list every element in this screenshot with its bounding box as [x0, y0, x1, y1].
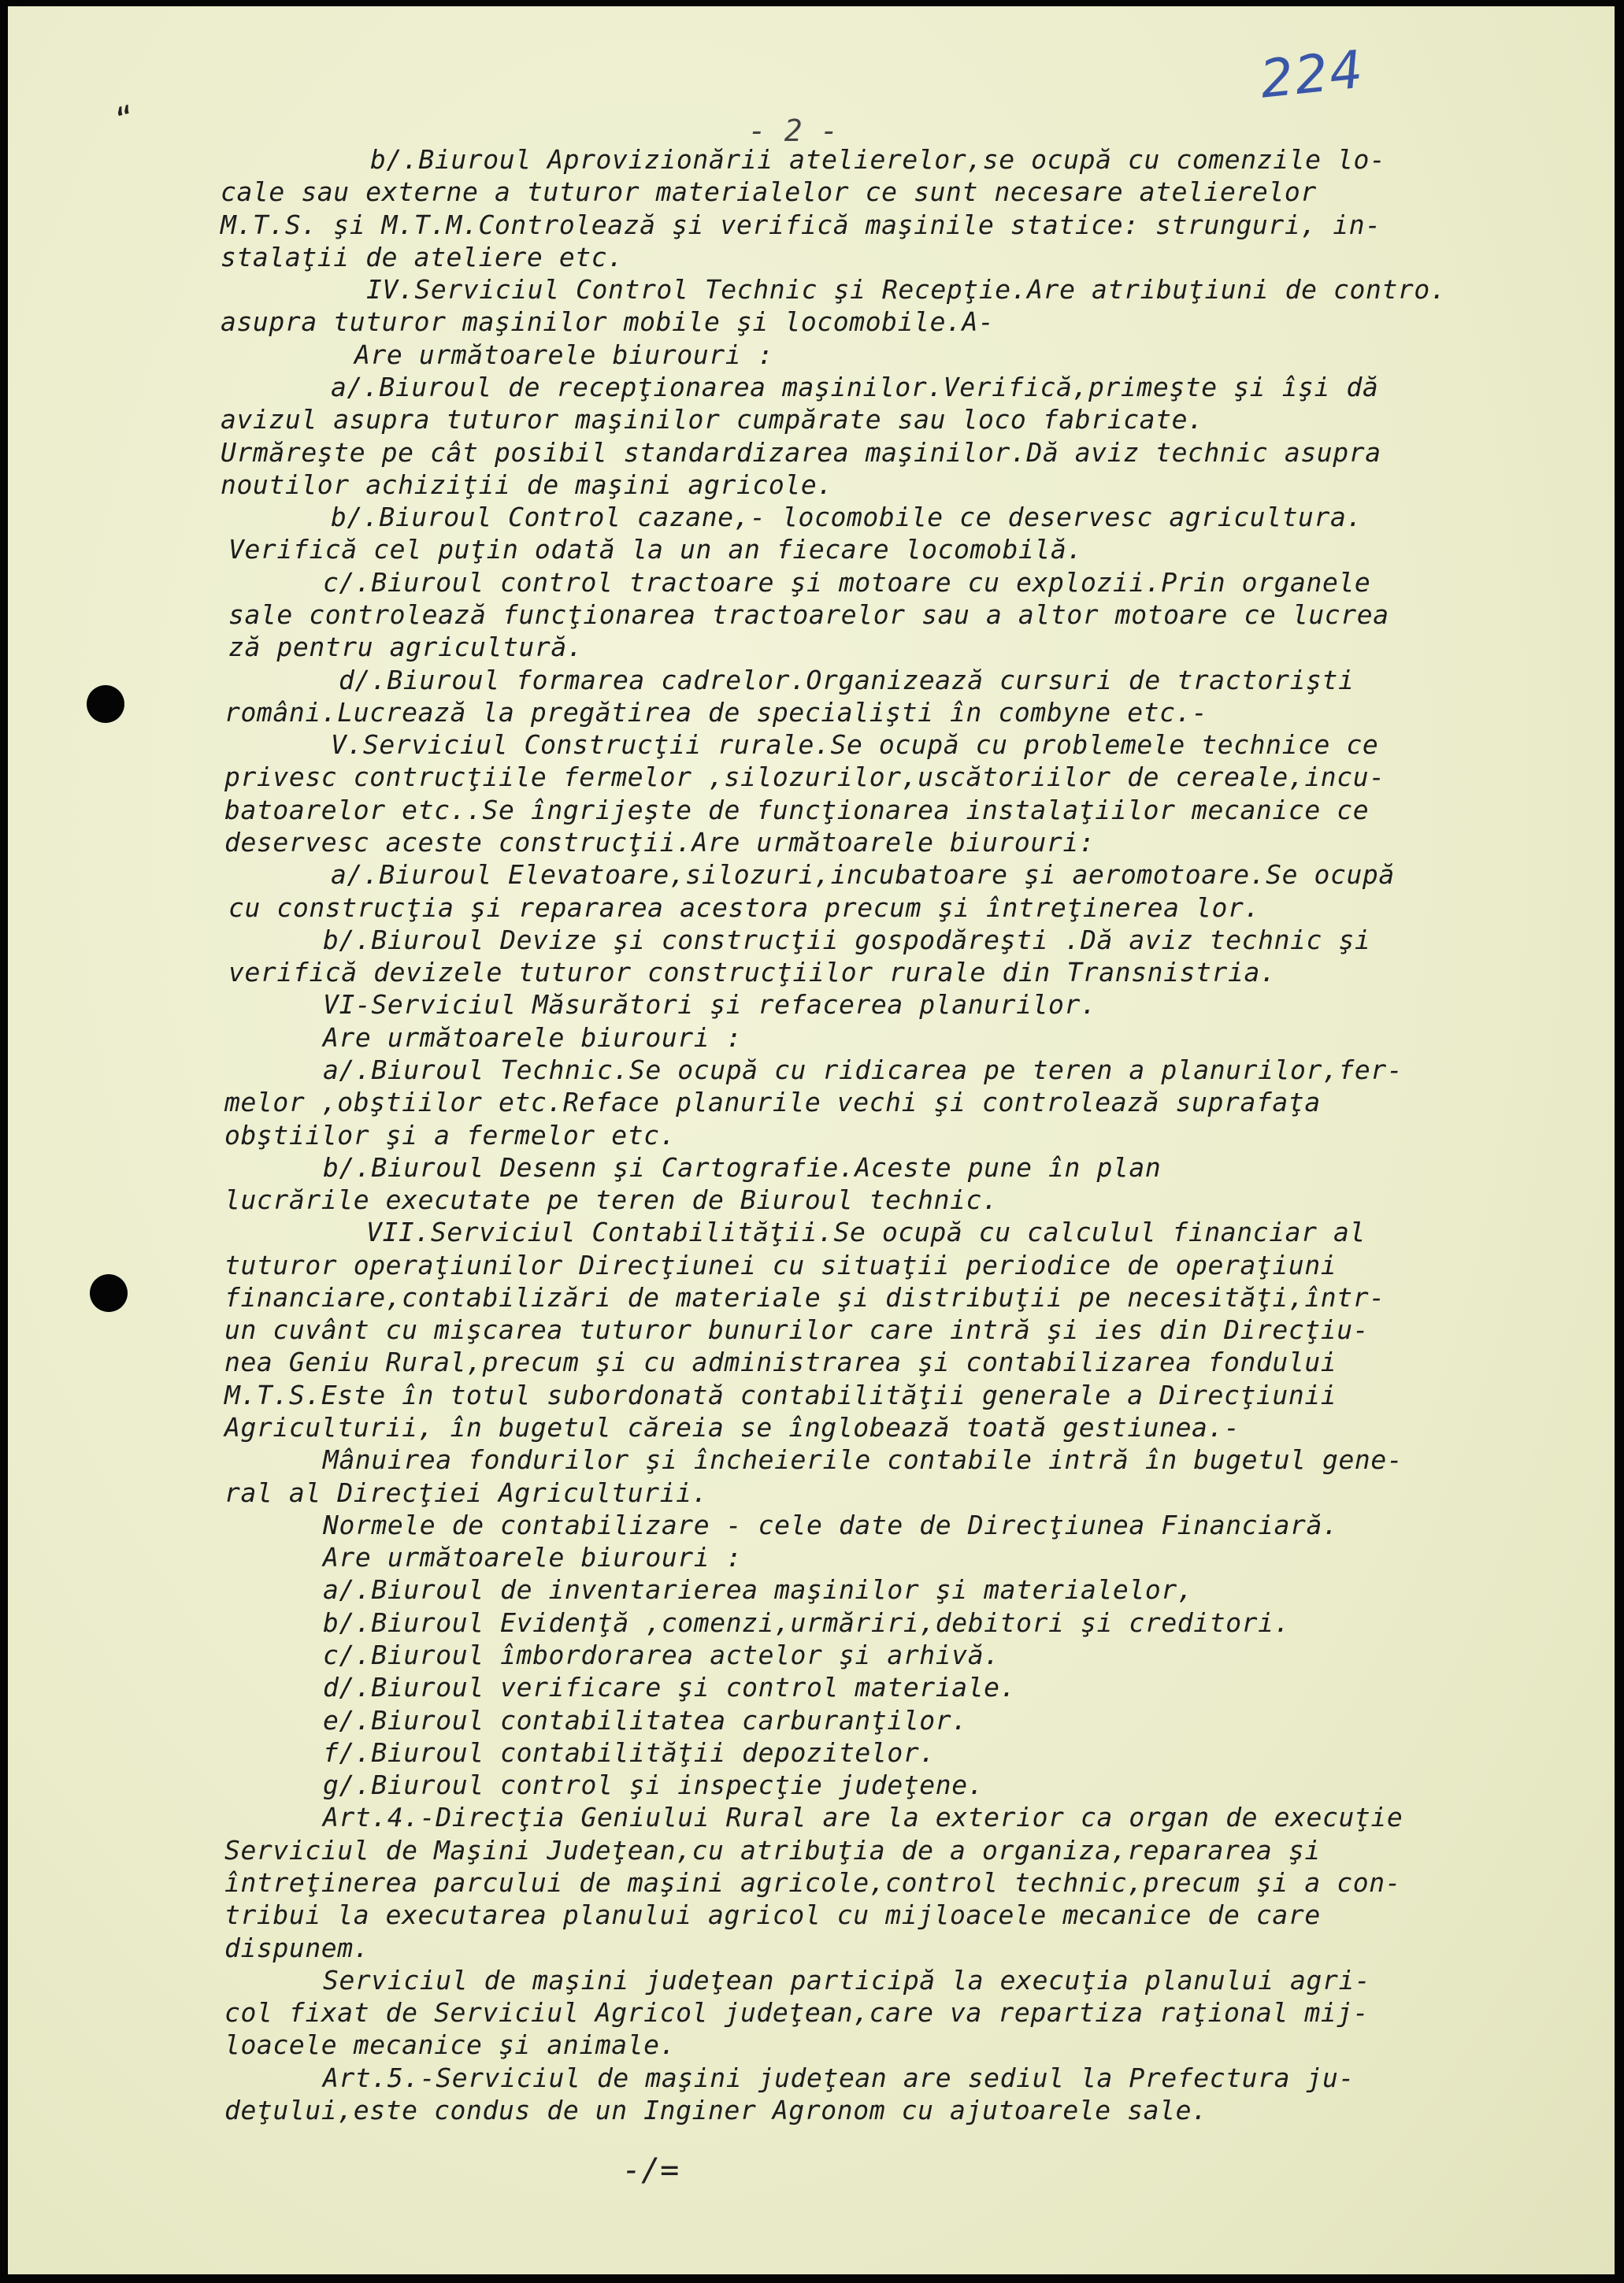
text-line: ral al Direcţiei Agriculturii. [224, 1477, 709, 1508]
text-line: români.Lucrează la pregătirea de specialişti în combyne etc.- [224, 697, 1208, 728]
text-line: noutilor achiziţii de maşini agricole. [221, 469, 833, 500]
text-line: verifică devizele tuturor construcţiilor rurale din Transnistria. [228, 957, 1277, 988]
text-line: Serviciul de Maşini Judeţean,cu atribuţia de a organiza,repararea şi [224, 1835, 1321, 1866]
text-line: Normele de contabilizare - cele date de Direcţiunea Financiară. [323, 1510, 1339, 1540]
text-line: întreţinerea parcului de maşini agricole,control technic,precum şi a con- [224, 1867, 1402, 1898]
text-line: financiare,contabilizări de materiale şi distribuţii pe necesităţi,într- [224, 1282, 1385, 1313]
text-line: M.T.S. şi M.T.M.Controlează şi verifică maşinile statice: strunguri, in- [221, 209, 1381, 240]
folio-number: 224 [1257, 39, 1367, 110]
text-line: f/.Biuroul contabilităţii depozitelor. [323, 1737, 936, 1768]
text-line: deţului,este condus de un Inginer Agronom cu ajutoarele sale. [224, 2095, 1208, 2125]
text-line: V.Serviciul Construcţii rurale.Se ocupă cu problemele technice ce [331, 729, 1379, 760]
text-line: obştiilor şi a fermelor etc. [224, 1120, 677, 1151]
text-line: Verifică cel puţin odată la un an fiecare locomobilă. [228, 534, 1083, 565]
text-line: asupra tuturor maşinilor mobile şi locomobile.A- [221, 306, 995, 337]
text-line: batoarelor etc..Se îngrijeşte de funcţionarea instalaţiilor mecanice ce [224, 795, 1370, 825]
text-line: Serviciul de maşini judeţean participă la execuţia planului agri- [323, 1965, 1371, 1996]
typed-body [8, 6, 1615, 2274]
text-line: Are următoarele biurouri : [323, 1542, 743, 1573]
text-line: cu construcţia şi repararea acestora precum şi întreţinerea lor. [228, 892, 1260, 923]
text-line: col fixat de Serviciul Agricol judeţean,care va repartiza raţional mij- [224, 1997, 1370, 2028]
text-line: Are următoarele biurouri : [354, 339, 774, 370]
document-page [8, 6, 1615, 2274]
text-line: e/.Biuroul contabilitatea carburanţilor. [323, 1705, 968, 1736]
text-line: d/.Biuroul verificare şi control materiale. [323, 1672, 1017, 1703]
text-line: melor ,obştiilor etc.Reface planurile vechi şi controlează suprafaţa [224, 1087, 1321, 1117]
text-line: privesc contrucţiile fermelor ,silozurilor,uscătoriilor de cereale,incu- [224, 762, 1385, 792]
text-line: Are următoarele biurouri : [323, 1022, 743, 1053]
text-line: a/.Biuroul de inventarierea maşinilor şi materialelor, [323, 1574, 1194, 1605]
text-line: un cuvânt cu mişcarea tuturor bunurilor care intră şi ies din Direcţiu- [224, 1314, 1370, 1345]
text-line: lucrările executate pe teren de Biuroul technic. [224, 1184, 999, 1215]
text-line: ză pentru agricultură. [228, 632, 584, 662]
text-line: sale controlează funcţionarea tractoarelor sau a altor motoare ce lucrea [228, 599, 1389, 630]
text-line: tribui la executarea planului agricol cu mijloacele mecanice de care [224, 1899, 1321, 1930]
margin-mark: “ [112, 98, 139, 138]
text-line: c/.Biuroul control tractoare şi motoare cu explozii.Prin organele [323, 567, 1371, 598]
text-line: VII.Serviciul Contabilităţii.Se ocupă cu calculul financiar al [366, 1217, 1366, 1247]
text-line: Mânuirea fondurilor şi încheierile contabile intră în bugetul gene- [323, 1444, 1403, 1475]
text-line: b/.Biuroul Aprovizionării atelierelor,se ocupă cu comenzile lo- [370, 144, 1386, 175]
page-number: - 2 - [748, 113, 839, 148]
text-line: M.T.S.Este în totul subordonată contabilităţii generale a Direcţiunii [224, 1380, 1337, 1410]
text-line: IV.Serviciul Control Technic şi Recepţie.Are atribuţiuni de contro. [366, 274, 1447, 305]
text-line: a/.Biuroul Technic.Se ocupă cu ridicarea pe teren a planurilor,fer- [323, 1054, 1403, 1085]
text-line: loacele mecanice şi animale. [224, 2029, 677, 2060]
text-line: b/.Biuroul Evidenţă ,comenzi,urmăriri,debitori şi creditori. [323, 1607, 1291, 1638]
continuation-mark: -/= [622, 2152, 680, 2188]
text-line: nea Geniu Rural,precum şi cu administrarea şi contabilizarea fondului [224, 1347, 1337, 1377]
text-line: Art.4.-Direcţia Geniului Rural are la exterior ca organ de execuţie [323, 1802, 1403, 1833]
text-line: Art.5.-Serviciul de maşini judeţean are sediul la Prefectura ju- [323, 2062, 1355, 2093]
text-line: a/.Biuroul Elevatoare,silozuri,incubatoare şi aeromotoare.Se ocupă [331, 859, 1395, 890]
text-line: c/.Biuroul îmbordorarea actelor şi arhivă. [323, 1640, 1000, 1670]
text-line: dispunem. [224, 1933, 370, 1963]
text-line: b/.Biuroul Devize şi construcţii gospodăreşti .Dă aviz technic şi [323, 925, 1371, 955]
text-line: b/.Biuroul Desenn şi Cartografie.Aceste pune în plan [323, 1152, 1162, 1183]
text-line: cale sau externe a tuturor materialelor ce sunt necesare atelierelor [221, 176, 1317, 207]
text-line: stalaţii de ateliere etc. [221, 242, 624, 272]
text-line: b/.Biuroul Control cazane,- locomobile ce deservesc agricultura. [331, 502, 1363, 532]
text-line: tuturor operaţiunilor Direcţiunei cu situaţii periodice de operaţiuni [224, 1250, 1337, 1280]
text-line: a/.Biuroul de recepţionarea maşinilor.Verifică,primeşte şi îşi dă [331, 372, 1379, 402]
text-line: avizul asupra tuturor maşinilor cumpărate sau loco fabricate. [221, 404, 1204, 435]
text-line: Urmăreşte pe cât posibil standardizarea maşinilor.Dă aviz technic asupra [221, 437, 1381, 468]
text-line: deservesc aceste construcţii.Are următoarele biurouri: [224, 827, 1096, 858]
text-line: g/.Biuroul control şi inspecţie judeţene. [323, 1770, 984, 1800]
text-line: VI-Serviciul Măsurători şi refacerea planurilor. [323, 989, 1097, 1020]
text-line: Agriculturii, în bugetul căreia se înglobează toată gestiunea.- [224, 1412, 1240, 1443]
text-line: d/.Biuroul formarea cadrelor.Organizează cursuri de tractorişti [339, 665, 1355, 695]
